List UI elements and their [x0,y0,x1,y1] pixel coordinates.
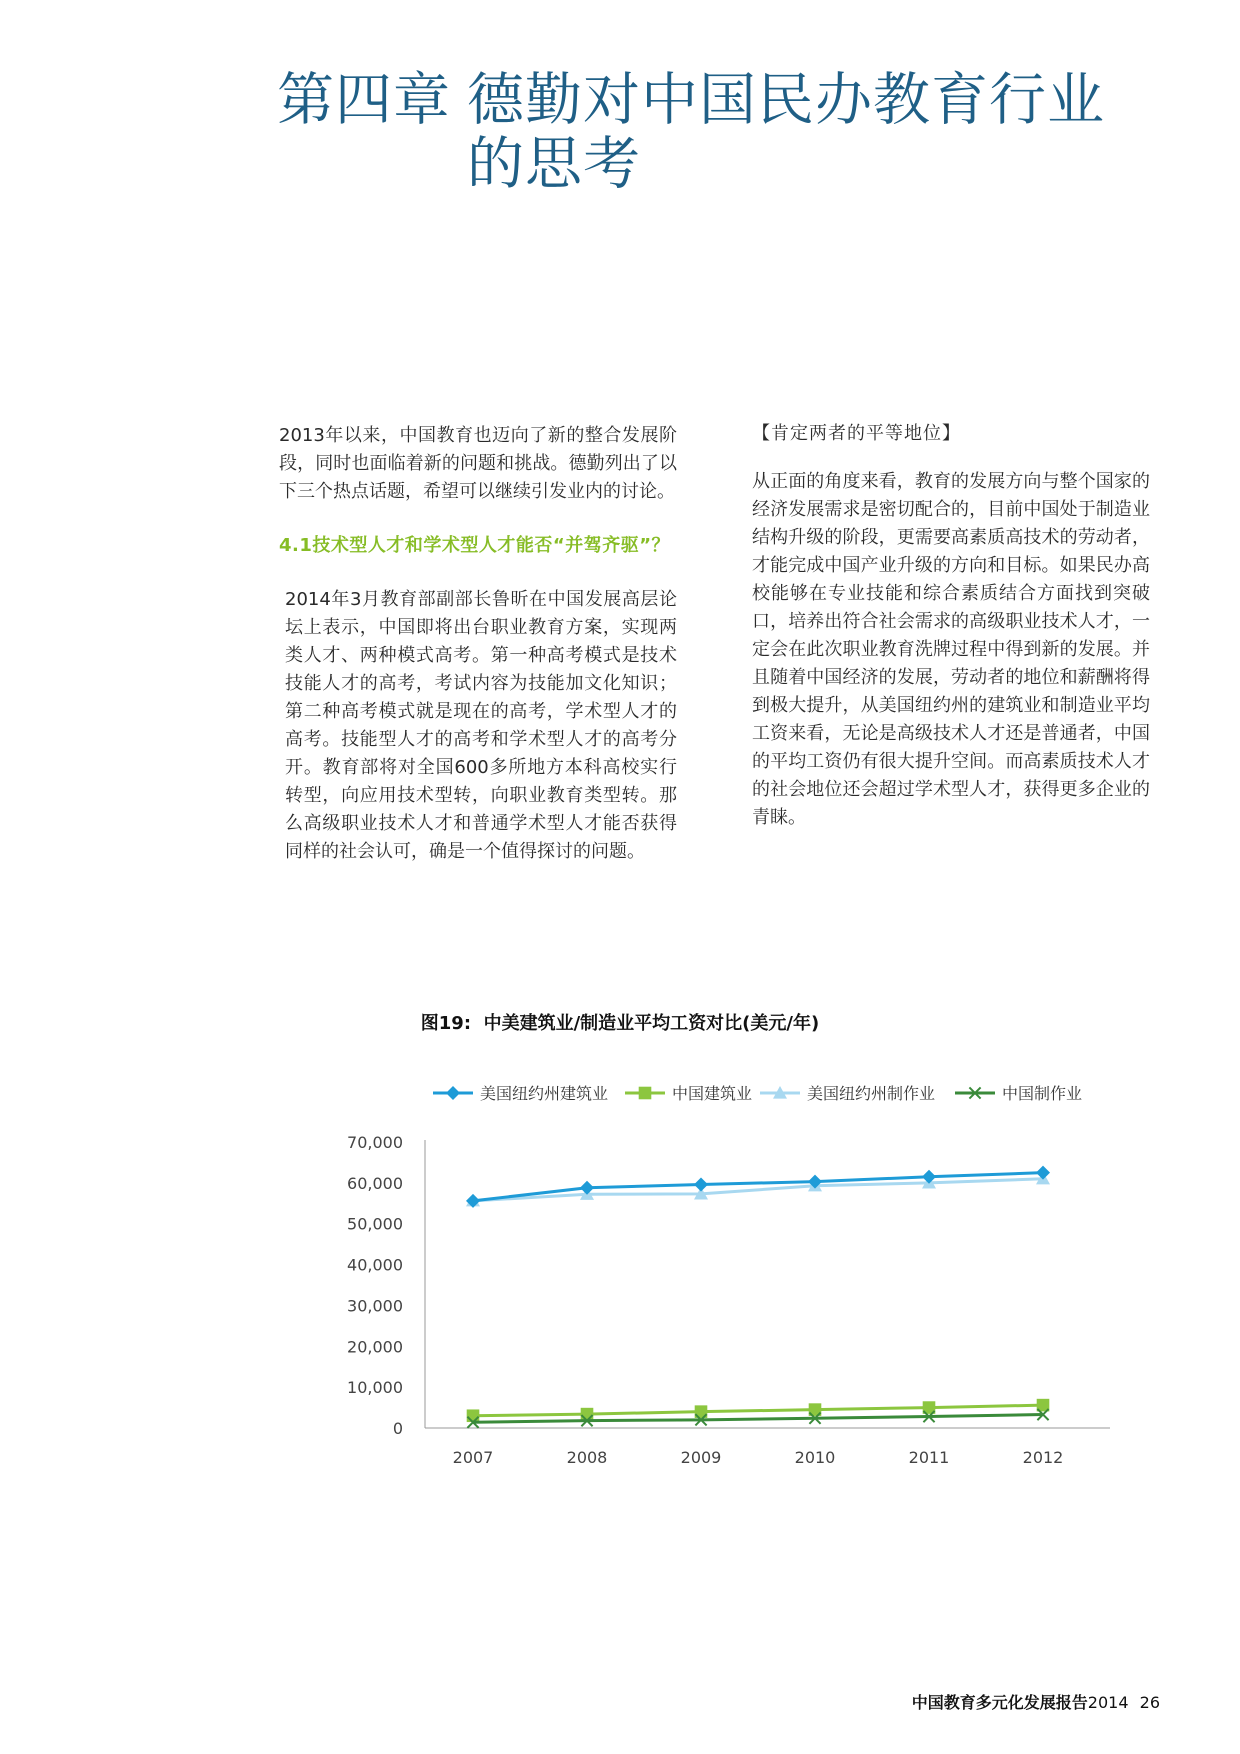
x-tick-label: 2011 [908,1448,950,1467]
x-tick-label: 2008 [566,1448,608,1467]
right-subhead: 【肯定两者的平等地位】 [752,423,961,444]
x-tick-label: 2009 [680,1448,722,1467]
y-tick-label: 50,000 [347,1214,403,1234]
x-tick-label: 2007 [452,1448,494,1467]
legend-label: 中国制作业 [1002,1084,1083,1103]
y-tick-label: 60,000 [347,1173,403,1193]
intro-paragraph: 2013年以来，中国教育也迈向了新的整合发展阶段，同时也面临着新的问题和挑战。德勤列出了以下三个热点话题，希望可以继续引发业内的讨论。 [279,425,677,502]
x-tick-label: 2010 [794,1448,836,1467]
legend-label: 美国纽约州制作业 [807,1084,936,1103]
legend-label: 中国建筑业 [672,1084,753,1103]
legend-label: 美国纽约州建筑业 [480,1084,609,1103]
data-point-0 [580,1181,594,1195]
figure-number: 图19 [420,1013,464,1034]
page-footer [912,1690,1160,1713]
series-line-1 [473,1405,1043,1416]
footer-year: 2014 [1087,1693,1129,1712]
chapter-title-line2: 的思考 [467,131,641,197]
data-point-1 [581,1408,594,1421]
body-paragraph-left: 2014年3月教育部副部长鲁昕在中国发展高层论坛上表示，中国即将出台职业教育方案，实现两类人才、两种模式高考。第一种高考模式是技术技能人才的高考，考试内容为技能加文化知识；第二种高考模式就是现在的高考，学术型人才的高考。技能型人才的高考和学术型人才的高考分开。教育部将对全国600多所地方本科高校实行转型，向应用技术型转，向职业教育类型转。那么高级职业技术人才和普通学术型人才能否获得同样的社会认可，确是一个值得探讨的问题。 [285,589,677,862]
figure-sep: : [463,1013,472,1034]
y-tick-label: 70,000 [347,1133,403,1152]
legend-marker-icon [639,1087,652,1100]
y-tick-label: 20,000 [347,1337,403,1357]
section-heading: 4.1技术型人才和学术型人才能否“并驾齐驱”？ [279,535,671,556]
y-tick-label: 0 [392,1419,403,1438]
x-tick-label: 2012 [1022,1448,1064,1467]
legend-marker-icon [446,1086,460,1100]
body-paragraph-right: 从正面的角度来看，教育的发展方向与整个国家的经济发展需求是密切配合的，目前中国处于制造业结构升级的阶段，更需要高素质高技术的劳动者，才能完成中国产业升级的方向和目标。如果民办高校能够在专业技能和综合素质结合方面找到突破口，培养出符合社会需求的高级职业技术人才，一定会在此次职业教育洗牌过程中得到新的发展。并且随着中国经济的发展，劳动者的地位和薪酬将得到极大提升，从美国纽约州的建筑业和制造业平均工资来看，无论是高级技术人才还是普通者，中国的平均工资仍有很大提升空间。而高素质技术人才的社会地位还会超过学术型人才，获得更多企业的青睐。 [752,471,1150,828]
page-number: 26 [1139,1693,1160,1712]
footer-report-title: 中国教育多元化发展报告 [911,1693,1088,1712]
data-point-1 [467,1409,480,1422]
chapter-title-line1: 德勤对中国民办教育行业 [467,67,1105,133]
figure-caption: 中美建筑业/制造业平均工资对比(美元/年) [483,1013,820,1034]
y-tick-label: 10,000 [347,1378,403,1398]
chapter-label: 第四章 [277,67,451,133]
y-tick-label: 30,000 [347,1296,403,1316]
y-tick-label: 40,000 [347,1255,403,1275]
data-point-0 [694,1177,708,1191]
